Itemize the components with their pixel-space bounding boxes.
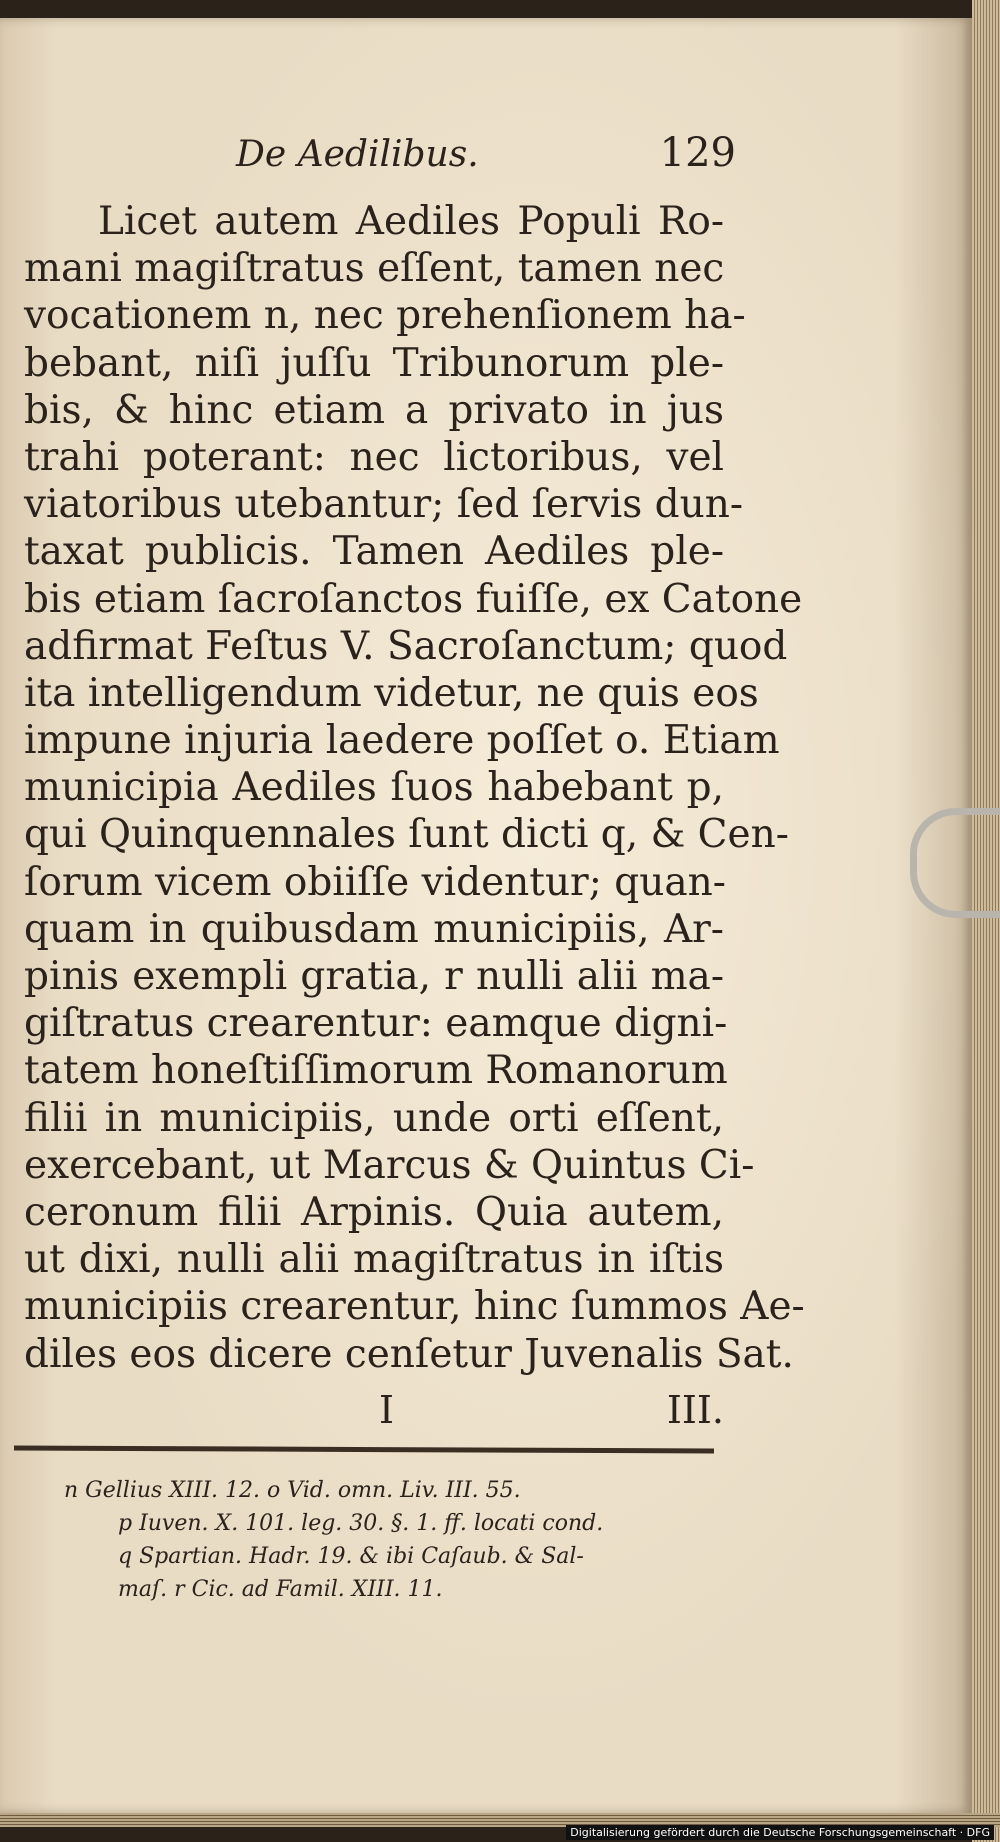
text-line: exercebant, ut Marcus & Quintus Ci- xyxy=(24,1142,755,1188)
text-line: vocationem n, nec prehenſionem ha- xyxy=(24,293,746,339)
text-line: tatem honeſtiſſimorum Romanorum xyxy=(24,1048,728,1094)
text-line: municipiis crearentur, hinc ſummos Ae- xyxy=(24,1284,805,1330)
text-line: bis etiam ſacroſanctos fuiſſe, ex Catone xyxy=(24,576,803,622)
page-clip xyxy=(910,808,1000,918)
text-line: bebant, niſi juſſu Tribunorum ple- xyxy=(24,340,724,386)
text-line: adfirmat Feſtus V. Sacroſanctum; quod xyxy=(24,623,788,669)
footnote-line: p Iuven. X. 101. leg. 30. §. 1. ff. locati cond. xyxy=(118,1511,604,1536)
text-line: municipia Aediles ſuos habebant p, xyxy=(24,765,724,811)
footnote-line: q Spartian. Hadr. 19. & ibi Caſaub. & Sal- xyxy=(118,1544,584,1569)
text-line: ita intelligendum videtur, ne quis eos xyxy=(24,670,759,716)
text-line: impune injuria laedere poſſet o. Etiam xyxy=(24,718,780,764)
text-line: Licet autem Aediles Populi Ro- xyxy=(98,199,724,244)
catchword-row xyxy=(24,1388,724,1436)
text-line: ut dixi, nulli alii magiſtratus in iſtis xyxy=(24,1237,724,1283)
text-line: viatoribus utebantur; ſed ſervis dun- xyxy=(24,482,744,528)
text-line: filii in municipiis, unde orti eſſent, xyxy=(24,1095,724,1141)
text-line: ceronum filii Arpinis. Quia autem, xyxy=(24,1189,724,1235)
footnote-line: maſ. r Cic. ad Famil. XIII. 11. xyxy=(118,1577,443,1602)
text-line: quam in quibusdam municipiis, Ar- xyxy=(24,906,724,952)
page-header xyxy=(226,130,736,190)
signature-mark: I xyxy=(379,1388,395,1432)
footnotes xyxy=(60,1478,720,1610)
text-line: qui Quinquennales ſunt dicti q, & Cen- xyxy=(24,812,789,858)
digitization-credit: Digitalisierung gefördert durch die Deutsche Forschungsgemeinschaft · DFG xyxy=(566,1825,994,1840)
text-line: trahi poterant: nec lictoribus, vel xyxy=(24,434,724,480)
catchword: III. xyxy=(666,1388,724,1432)
text-line: diles eos dicere cenſetur Juvenalis Sat. xyxy=(24,1331,794,1377)
page-edges xyxy=(972,0,1000,1842)
running-head: De Aedilibus. xyxy=(236,134,479,175)
text-line: pinis exempli gratia, r nulli alii ma- xyxy=(24,954,724,999)
footnote-line: n Gellius XIII. 12. o Vid. omn. Liv. III. 55. xyxy=(64,1478,521,1503)
text-line: giſtratus crearentur: eamque digni- xyxy=(24,1001,728,1047)
text-line: taxat publicis. Tamen Aediles ple- xyxy=(24,529,724,575)
text-line: bis, & hinc etiam a privato in jus xyxy=(24,387,724,433)
text-line: mani magiſtratus eſſent, tamen nec xyxy=(24,246,725,292)
body-text xyxy=(24,198,805,1378)
text-line: ſorum vicem obiiſſe videntur; quan- xyxy=(24,859,726,905)
page-number: 129 xyxy=(659,130,736,176)
